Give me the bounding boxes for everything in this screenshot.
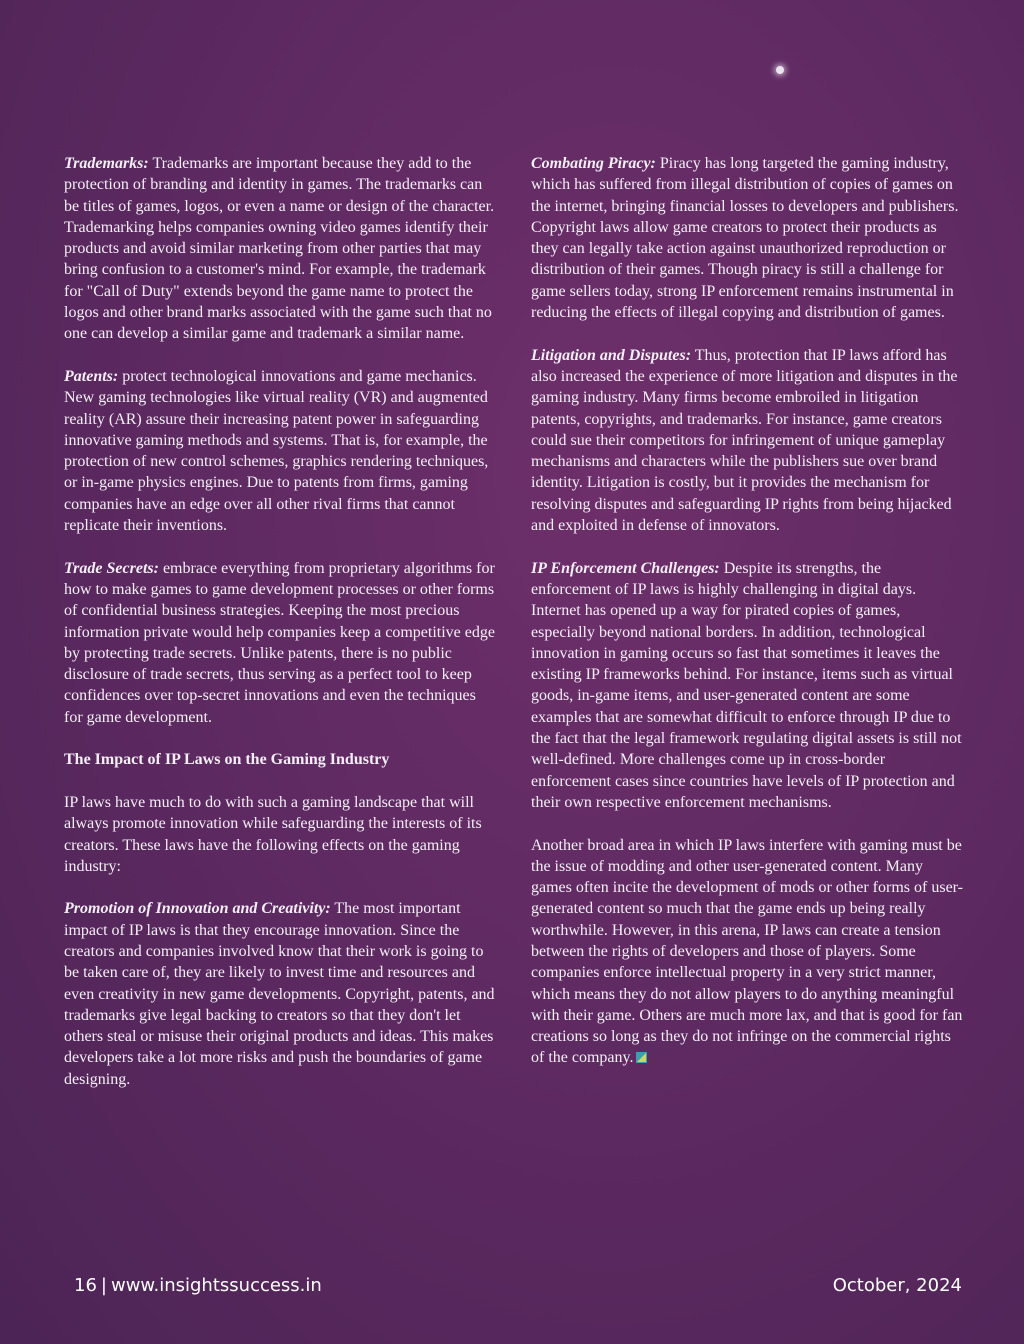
intro-paragraph — [64, 792, 496, 877]
paragraph-lead: Trade Secrets: — [64, 559, 159, 577]
page-footer — [74, 1275, 962, 1299]
piracy-paragraph — [531, 153, 963, 323]
paragraph-lead: Litigation and Disputes: — [531, 346, 692, 364]
end-of-article-icon — [636, 1052, 647, 1063]
trade-secrets-paragraph — [64, 558, 496, 728]
paragraph-text: IP laws have much to do with such a gaming landscape that will always promote innovation while safeguarding the interests of its creators. These laws have the following effects on the gaming industry: — [64, 793, 482, 875]
paragraph-lead: Patents: — [64, 367, 119, 385]
modding-paragraph — [531, 835, 963, 1069]
paragraph-text: Another broad area in which IP laws interfere with gaming must be the issue of modding and other user-generated content. Many games often incite the development of mods or other forms of user-generated content so much that the game ends up being really worthwhile. However, in this arena, IP laws can create a tension between the rights of developers and those of players. Some companies enforce intellectual property in a very strict manner, which means they do not allow players to do anything meaningful with their game. Others are much more lax, and that is good for fan creations so long as they do not infringe on the commercial rights of the company. — [531, 836, 963, 1067]
issue-date: October, 2024 — [832, 1275, 962, 1296]
paragraph-lead: Promotion of Innovation and Creativity: — [64, 900, 331, 918]
paragraph-text: Thus, protection that IP laws afford has also increased the experience of more litigation and disputes in the gaming industry. Many firms become embroiled in litigation patents, copyrights, and trademarks. For instance, game creators could sue their competitors for infringement of unique gameplay mechanisms and characters while the publishers sue over brand identity. Litigation is costly, but it provides the mechanism for resolving disputes and safeguarding IP rights from being hijacked and exploited in defense of innovators. — [531, 346, 958, 535]
right-column — [531, 153, 963, 1090]
paragraph-text: Despite its strengths, the enforcement of IP laws is highly challenging in digital days. Internet has opened up a way for pirated copies of games, especially beyond national borders. In addition, technological innovation in gaming occurs so fast that sometimes it leaves the existing IP frameworks behind. For instance, items such as virtual goods, in-game items, and user-generated content are some examples that are somewhat difficult to enforce through IP due to the fact that the legal framework regulating digital assets is still not well-defined. More challenges come up in cross-border enforcement cases since countries have levels of IP protection and their own respective enforcement mechanisms. — [531, 559, 962, 811]
paragraph-text: Piracy has long targeted the gaming industry, which has suffered from illegal distribution of copies of games on the internet, bringing financial losses to developers and publishers. Copyright laws allow game creators to protect their products as they can legally take action against unauthorized reproduction or distribution of their games. Though piracy is still a challenge for game sellers today, strong IP enforcement remains instrumental in reducing the effects of illegal copying and distribution of games. — [531, 155, 959, 322]
footer-left — [74, 1275, 322, 1296]
paragraph-lead: Trademarks: — [64, 155, 149, 172]
section-heading: The Impact of IP Laws on the Gaming Industry — [64, 751, 390, 769]
paragraph-text: Trademarks are important because they add to the protection of branding and identity in games. The trademarks can be titles of games, logos, or even a name or design of the character. Trademarking helps companies owning video games identify their products and avoid similar marketing from other parties that may bring confusion to a customer's mind. For example, the trademark for "Call of Duty" extends beyond the game name to protect the logos and other brand marks associated with the game such that no one can develop a similar game and trademark a similar name. — [64, 155, 495, 343]
footer-separator: | — [100, 1275, 107, 1296]
website-link[interactable]: www.insightssuccess.in — [110, 1275, 322, 1296]
paragraph-lead: Combating Piracy: — [531, 155, 656, 172]
paragraph-text: protect technological innovations and game mechanics. New gaming technologies like virtual reality (VR) and augmented reality (AR) assure their increasing patent power in safeguarding innovative gaming methods and systems. That is, for example, the protection of new control schemes, graphics rendering techniques, or in-game physics engines. Due to patents from firms, gaming companies have an edge over all other rival firms that cannot replicate their inventions. — [64, 367, 489, 535]
page-number: 16 — [74, 1275, 97, 1296]
enforcement-paragraph — [531, 558, 963, 814]
litigation-paragraph — [531, 345, 963, 537]
decorative-light-dot — [776, 66, 784, 74]
paragraph-text: The most important impact of IP laws is that they encourage innovation. Since the creators and companies involved know that their work is going to be taken care of, they are likely to invest time and resources and even creativity in new game developments. Copyright, patents, and trademarks give legal backing to creators so that they don't let others steal or misuse their original products and ideas. This makes developers take a lot more risks and push the boundaries of game designing. — [64, 900, 495, 1088]
paragraph-lead: IP Enforcement Challenges: — [531, 559, 720, 577]
patents-paragraph — [64, 366, 496, 536]
left-column — [64, 153, 496, 1111]
trademarks-paragraph — [64, 153, 496, 345]
innovation-paragraph — [64, 898, 496, 1090]
paragraph-text: embrace everything from proprietary algorithms for how to make games to game development processes or other forms of confidential business strategies. Keeping the most precious information private would help companies keep a competitive edge by protecting trade secrets. Unlike patents, there is no public disclosure of trade secrets, thus serving as a perfect tool to keep confidences over top-secret innovations and even the techniques for game development. — [64, 559, 495, 726]
